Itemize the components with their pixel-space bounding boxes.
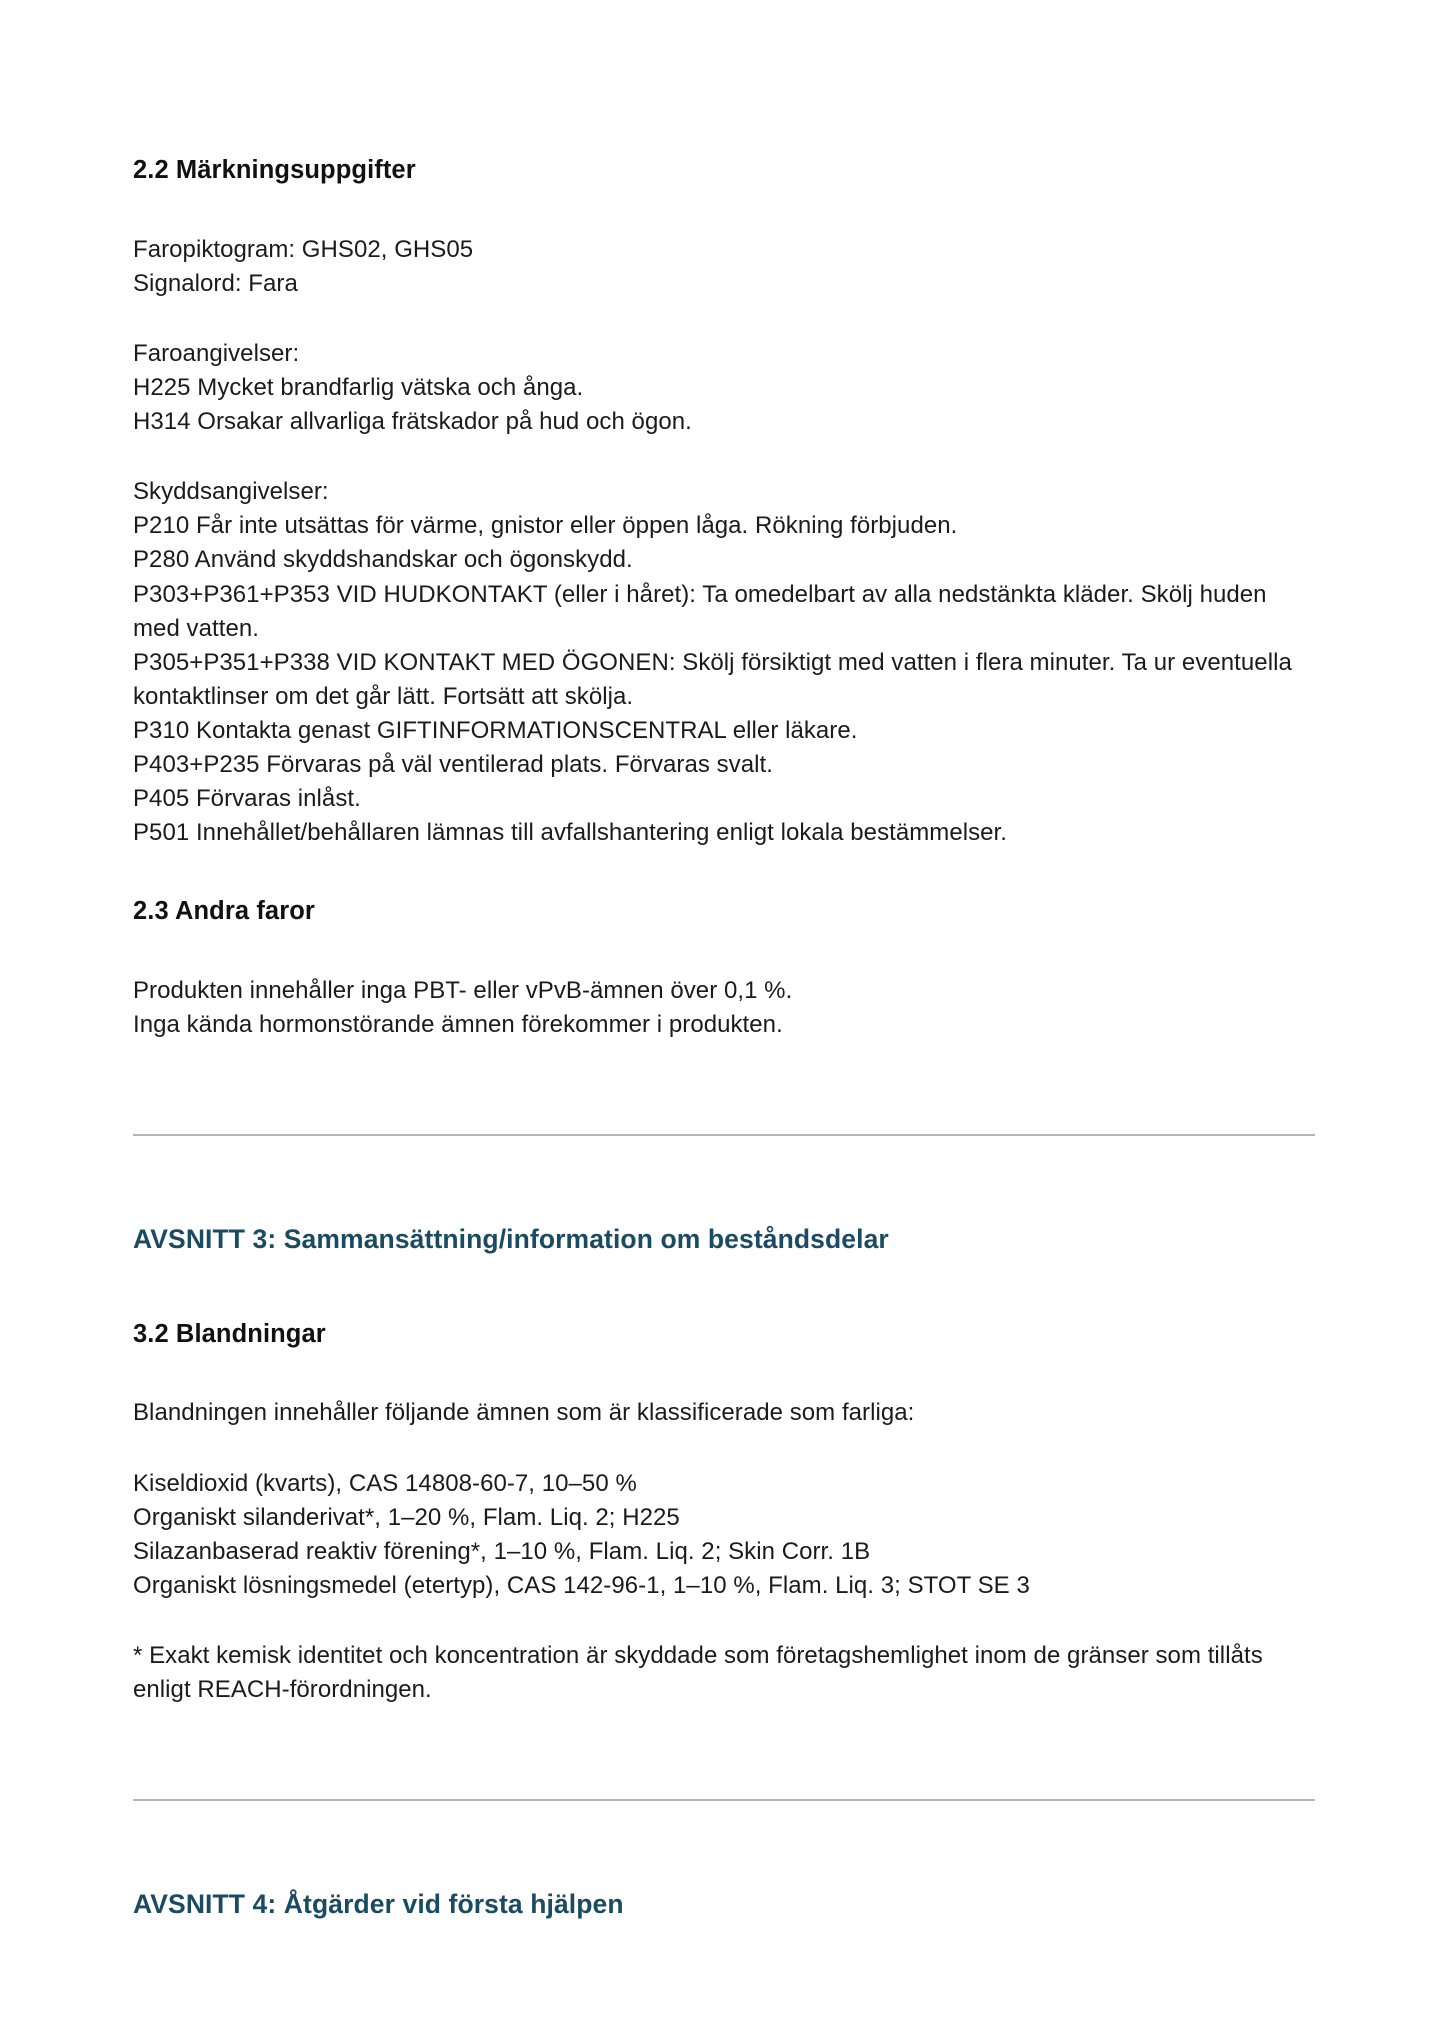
precautionary-statement-p310: P310 Kontakta genast GIFTINFORMATIONSCENTRAL eller läkare. <box>133 716 858 744</box>
precautionary-statement-p210: P210 Får inte utsättas för värme, gnistor eller öppen låga. Rökning förbjuden. <box>133 512 958 540</box>
spacer <box>133 187 1315 233</box>
hazard-statements-block <box>133 337 1315 439</box>
other-hazards-line-1: Produkten innehåller inga PBT- eller vPvB-ämnen över 0,1 %. <box>133 977 793 1004</box>
spacer <box>133 1350 1315 1396</box>
precautionary-statements-block <box>133 475 1315 850</box>
component-item: Organiskt silanderivat*, 1–20 %, Flam. Liq. 2; H225 <box>133 1503 680 1531</box>
component-item: Organiskt lösningsmedel (etertyp), CAS 142-96-1, 1–10 %, Flam. Liq. 3; STOT SE 3 <box>133 1571 1030 1599</box>
mixture-intro-text: Blandningen innehåller följande ämnen som är klassificerade som farliga: <box>133 1399 915 1427</box>
spacer <box>133 1431 1315 1467</box>
spacer <box>133 1136 1315 1222</box>
hazard-statement-h225: H225 Mycket brandfarlig vätska och ånga. <box>133 374 584 402</box>
precautionary-statement-p280: P280 Använd skyddshandskar och ögonskydd. <box>133 546 633 574</box>
spacer <box>133 439 1315 475</box>
spacer <box>133 850 1315 896</box>
hazard-statements-label: Faroangivelser: <box>133 340 300 368</box>
spacer <box>133 1801 1315 1887</box>
spacer <box>133 1707 1315 1799</box>
precautionary-statement-p303: P303+P361+P353 VID HUDKONTAKT (eller i håret): Ta omedelbart av alla nedstänkta kläder. Skölj huden med vatten. <box>133 580 1267 642</box>
other-hazards-line-2: Inga kända hormonstörande ämnen förekommer i produkten. <box>133 1011 783 1039</box>
pictogram-line: Faropiktogram: GHS02, GHS05 <box>133 235 474 263</box>
trade-secret-footnote: * Exakt kemisk identitet och koncentration är skyddade som företagshemlighet inom de gränser som tillåts enligt REACH-förordningen. <box>133 1641 1263 1703</box>
precautionary-statements-label: Skyddsangivelser: <box>133 478 329 506</box>
precautionary-statement-p501: P501 Innehållet/behållaren lämnas till avfallshantering enligt lokala bestämmelser. <box>133 819 1007 847</box>
component-item: Silazanbaserad reaktiv förening*, 1–10 %, Flam. Liq. 2; Skin Corr. 1B <box>133 1537 871 1565</box>
component-item: Kiseldioxid (kvarts), CAS 14808-60-7, 10–50 % <box>133 1469 637 1497</box>
page-content <box>133 155 1315 1921</box>
spacer <box>133 301 1315 337</box>
heading-avsnitt-4: AVSNITT 4: Åtgärder vid första hjälpen <box>133 1889 624 1920</box>
other-hazards-paragraph <box>133 974 1315 1042</box>
hazard-statement-h314: H314 Orsakar allvarliga frätskador på hud och ögon. <box>133 408 692 436</box>
spacer <box>133 1603 1315 1639</box>
heading-3-2: 3.2 Blandningar <box>133 1319 326 1348</box>
spacer <box>133 928 1315 974</box>
spacer <box>133 1257 1315 1319</box>
precautionary-statement-p405: P405 Förvaras inlåst. <box>133 784 361 812</box>
component-list <box>133 1467 1315 1603</box>
labelling-identifiers <box>133 233 1315 301</box>
heading-avsnitt-3: AVSNITT 3: Sammansättning/information om beståndsdelar <box>133 1224 889 1255</box>
signal-word-line: Signalord: Fara <box>133 269 298 297</box>
precautionary-statement-p403: P403+P235 Förvaras på väl ventilerad plats. Förvaras svalt. <box>133 750 773 778</box>
precautionary-statement-p305: P305+P351+P338 VID KONTAKT MED ÖGONEN: Skölj försiktigt med vatten i flera minuter. Ta ur eventuella kontaktlinser om det går lätt. Fortsätt att skölja. <box>133 648 1292 710</box>
spacer <box>133 1042 1315 1134</box>
heading-2-3: 2.3 Andra faror <box>133 897 315 926</box>
heading-2-2: 2.2 Märkningsuppgifter <box>133 156 416 184</box>
